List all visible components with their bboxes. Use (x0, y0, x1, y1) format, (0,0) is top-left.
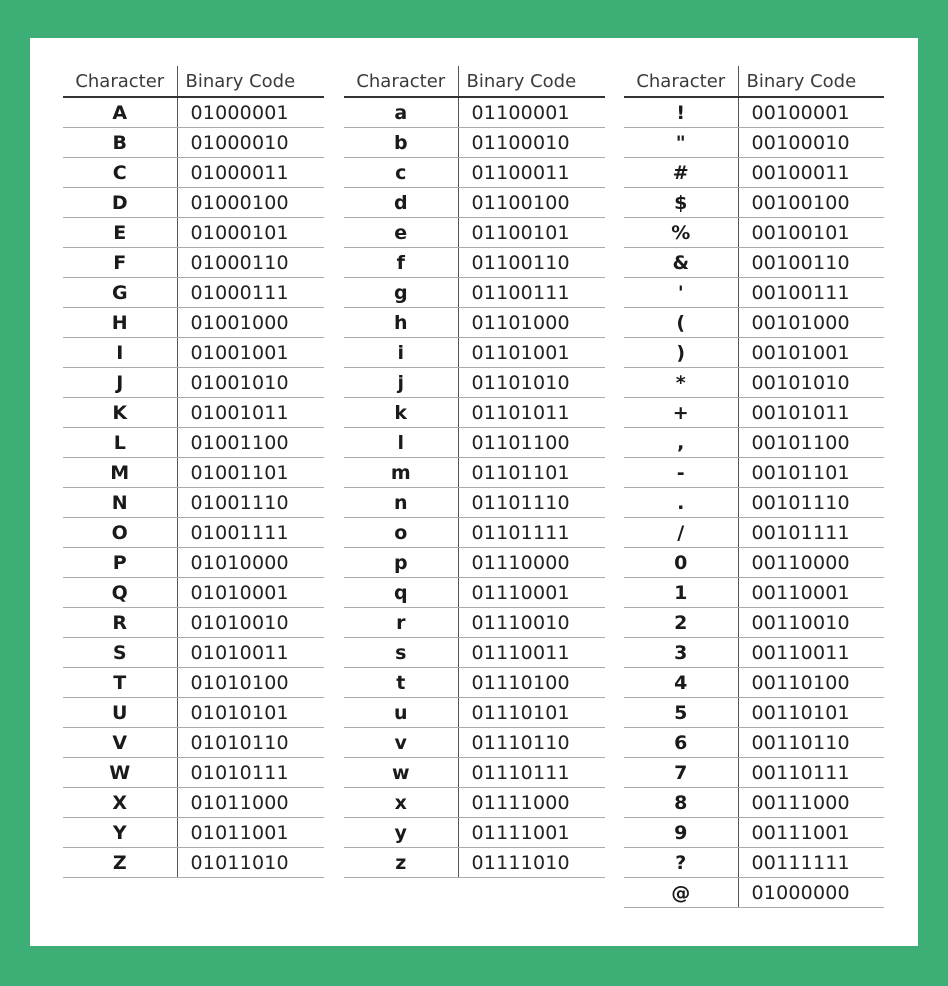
binary-code-cell: 01001010 (177, 368, 324, 398)
character-cell: ( (624, 308, 738, 338)
binary-code-cell: 01101100 (458, 428, 605, 458)
character-cell: & (624, 248, 738, 278)
binary-code-cell: 00101001 (738, 338, 884, 368)
table-row (63, 788, 324, 818)
binary-code-cell: 00110001 (738, 578, 884, 608)
character-cell: A (63, 97, 177, 128)
table-row (63, 758, 324, 788)
binary-code-cell: 00110100 (738, 668, 884, 698)
binary-code-cell: 00100100 (738, 188, 884, 218)
binary-code-cell: 01100101 (458, 218, 605, 248)
binary-code-cell: 01001001 (177, 338, 324, 368)
binary-code-cell: 01111010 (458, 848, 605, 878)
binary-code-cell: 01110001 (458, 578, 605, 608)
binary-code-cell: 01000100 (177, 188, 324, 218)
binary-code-chart (30, 38, 918, 946)
table-row (63, 818, 324, 848)
table-row (624, 308, 884, 338)
table-row (624, 158, 884, 188)
character-cell: P (63, 548, 177, 578)
character-cell: t (344, 668, 458, 698)
table-row (624, 338, 884, 368)
binary-code-cell: 01101111 (458, 518, 605, 548)
character-cell: F (63, 248, 177, 278)
table-row (624, 878, 884, 908)
table-row (624, 488, 884, 518)
binary-code-cell: 00100101 (738, 218, 884, 248)
character-cell: 3 (624, 638, 738, 668)
table-row (63, 578, 324, 608)
binary-code-cell: 01100100 (458, 188, 605, 218)
table-row (624, 188, 884, 218)
table-row (624, 398, 884, 428)
table-row (344, 698, 605, 728)
character-cell: 5 (624, 698, 738, 728)
binary-code-cell: 01111001 (458, 818, 605, 848)
binary-code-cell: 01000001 (177, 97, 324, 128)
binary-code-cell: 01010001 (177, 578, 324, 608)
table-row (344, 578, 605, 608)
character-cell: w (344, 758, 458, 788)
table-row (63, 638, 324, 668)
table-row (624, 758, 884, 788)
character-cell: v (344, 728, 458, 758)
character-cell: D (63, 188, 177, 218)
table-row (624, 848, 884, 878)
character-cell: # (624, 158, 738, 188)
character-cell: N (63, 488, 177, 518)
character-cell: l (344, 428, 458, 458)
character-cell: K (63, 398, 177, 428)
binary-code-cell: 01110111 (458, 758, 605, 788)
binary-code-cell: 00101101 (738, 458, 884, 488)
table-row (624, 428, 884, 458)
character-cell: X (63, 788, 177, 818)
symbols-digits-table (624, 66, 884, 908)
table-row (63, 458, 324, 488)
character-cell: U (63, 698, 177, 728)
binary-code-cell: 00110111 (738, 758, 884, 788)
table-row (63, 668, 324, 698)
binary-code-cell: 01100111 (458, 278, 605, 308)
character-cell: M (63, 458, 177, 488)
binary-code-cell: 01011001 (177, 818, 324, 848)
character-cell: p (344, 548, 458, 578)
character-cell: f (344, 248, 458, 278)
character-cell: , (624, 428, 738, 458)
table-row (344, 848, 605, 878)
binary-code-cell: 01110110 (458, 728, 605, 758)
binary-code-cell: 01010011 (177, 638, 324, 668)
table-row (624, 278, 884, 308)
table-row (63, 398, 324, 428)
binary-code-cell: 01100110 (458, 248, 605, 278)
table-row (344, 308, 605, 338)
binary-code-cell: 00100011 (738, 158, 884, 188)
table-row (624, 458, 884, 488)
binary-code-header: Binary Code (738, 66, 884, 97)
table-row (344, 278, 605, 308)
character-cell: / (624, 518, 738, 548)
character-cell: u (344, 698, 458, 728)
character-cell: 1 (624, 578, 738, 608)
character-cell: O (63, 518, 177, 548)
table-row (344, 158, 605, 188)
character-cell: C (63, 158, 177, 188)
table-row (63, 488, 324, 518)
table-row (344, 338, 605, 368)
character-cell: 9 (624, 818, 738, 848)
binary-code-cell: 01000110 (177, 248, 324, 278)
binary-code-cell: 01010111 (177, 758, 324, 788)
binary-code-cell: 00101010 (738, 368, 884, 398)
header-row (63, 66, 324, 97)
character-cell: k (344, 398, 458, 428)
table-row (63, 248, 324, 278)
binary-code-cell: 01101000 (458, 308, 605, 338)
binary-code-cell: 00101000 (738, 308, 884, 338)
table-row (624, 788, 884, 818)
character-cell: i (344, 338, 458, 368)
binary-code-cell: 00101110 (738, 488, 884, 518)
binary-code-cell: 00101100 (738, 428, 884, 458)
binary-code-cell: 00111111 (738, 848, 884, 878)
binary-code-cell: 00100001 (738, 97, 884, 128)
character-cell: T (63, 668, 177, 698)
character-header: Character (63, 66, 177, 97)
binary-code-cell: 00110110 (738, 728, 884, 758)
table-row (63, 158, 324, 188)
table-row (344, 668, 605, 698)
table-row (63, 698, 324, 728)
binary-code-cell: 01111000 (458, 788, 605, 818)
binary-code-cell: 01000000 (738, 878, 884, 908)
character-cell: j (344, 368, 458, 398)
table-row (624, 128, 884, 158)
binary-code-cell: 01100001 (458, 97, 605, 128)
character-cell: $ (624, 188, 738, 218)
header-row (344, 66, 605, 97)
binary-code-cell: 01101001 (458, 338, 605, 368)
binary-code-cell: 00100111 (738, 278, 884, 308)
binary-code-header: Binary Code (458, 66, 605, 97)
table-row (344, 218, 605, 248)
table-row (63, 608, 324, 638)
binary-code-cell: 01101110 (458, 488, 605, 518)
binary-code-cell: 01110010 (458, 608, 605, 638)
character-cell: h (344, 308, 458, 338)
uppercase-table (63, 66, 324, 878)
character-cell: Q (63, 578, 177, 608)
character-cell: L (63, 428, 177, 458)
binary-code-cell: 00111000 (738, 788, 884, 818)
character-cell: @ (624, 878, 738, 908)
binary-code-cell: 00110010 (738, 608, 884, 638)
character-cell: Z (63, 848, 177, 878)
character-cell: B (63, 128, 177, 158)
character-cell: I (63, 338, 177, 368)
character-cell: z (344, 848, 458, 878)
table-row (344, 818, 605, 848)
table-row (63, 278, 324, 308)
character-cell: * (624, 368, 738, 398)
character-cell: ' (624, 278, 738, 308)
binary-code-cell: 01001100 (177, 428, 324, 458)
binary-code-cell: 01011010 (177, 848, 324, 878)
table-row (624, 548, 884, 578)
binary-code-header: Binary Code (177, 66, 324, 97)
binary-code-cell: 01110101 (458, 698, 605, 728)
binary-code-cell: 01110100 (458, 668, 605, 698)
character-cell: - (624, 458, 738, 488)
binary-code-cell: 01000011 (177, 158, 324, 188)
character-cell: a (344, 97, 458, 128)
character-cell: W (63, 758, 177, 788)
table-row (344, 188, 605, 218)
binary-code-cell: 01000101 (177, 218, 324, 248)
table-row (63, 338, 324, 368)
table-row (344, 638, 605, 668)
table-row (63, 308, 324, 338)
character-cell: ! (624, 97, 738, 128)
table-row (63, 548, 324, 578)
table-row (63, 218, 324, 248)
table-row (624, 638, 884, 668)
character-cell: 4 (624, 668, 738, 698)
character-cell: E (63, 218, 177, 248)
binary-code-cell: 01001000 (177, 308, 324, 338)
table-row (344, 97, 605, 128)
binary-code-cell: 01110000 (458, 548, 605, 578)
table-row (624, 818, 884, 848)
character-cell: % (624, 218, 738, 248)
table-row (624, 218, 884, 248)
character-cell: + (624, 398, 738, 428)
table-row (344, 428, 605, 458)
binary-code-cell: 01010010 (177, 608, 324, 638)
table-row (624, 248, 884, 278)
character-cell: q (344, 578, 458, 608)
character-cell: J (63, 368, 177, 398)
table-row (624, 728, 884, 758)
binary-code-cell: 01101010 (458, 368, 605, 398)
character-cell: ) (624, 338, 738, 368)
character-cell: R (63, 608, 177, 638)
table-row (344, 458, 605, 488)
character-cell: . (624, 488, 738, 518)
character-cell: n (344, 488, 458, 518)
table-row (624, 668, 884, 698)
binary-code-cell: 01001101 (177, 458, 324, 488)
table-row (624, 608, 884, 638)
lowercase-table (344, 66, 605, 878)
binary-code-cell: 00100110 (738, 248, 884, 278)
character-cell: 8 (624, 788, 738, 818)
table-row (63, 428, 324, 458)
table-row (624, 518, 884, 548)
binary-code-cell: 01100010 (458, 128, 605, 158)
table-row (624, 368, 884, 398)
character-cell: 7 (624, 758, 738, 788)
character-cell: ? (624, 848, 738, 878)
binary-code-cell: 00101011 (738, 398, 884, 428)
table-row (63, 97, 324, 128)
binary-code-cell: 01100011 (458, 158, 605, 188)
character-cell: r (344, 608, 458, 638)
character-header: Character (624, 66, 738, 97)
binary-code-cell: 01010000 (177, 548, 324, 578)
binary-code-cell: 01010100 (177, 668, 324, 698)
character-cell: o (344, 518, 458, 548)
table-row (344, 788, 605, 818)
binary-code-cell: 01000010 (177, 128, 324, 158)
character-cell: s (344, 638, 458, 668)
character-cell: V (63, 728, 177, 758)
binary-code-cell: 01101011 (458, 398, 605, 428)
binary-code-cell: 01001111 (177, 518, 324, 548)
table-row (344, 248, 605, 278)
header-row (624, 66, 884, 97)
table-row (624, 698, 884, 728)
character-cell: c (344, 158, 458, 188)
table-row (344, 548, 605, 578)
table-row (344, 488, 605, 518)
binary-code-cell: 00110011 (738, 638, 884, 668)
table-row (63, 728, 324, 758)
binary-code-cell: 01011000 (177, 788, 324, 818)
character-cell: e (344, 218, 458, 248)
table-row (624, 578, 884, 608)
character-cell: m (344, 458, 458, 488)
character-cell: y (344, 818, 458, 848)
binary-code-cell: 01110011 (458, 638, 605, 668)
table-row (344, 128, 605, 158)
character-cell: 2 (624, 608, 738, 638)
table-row (344, 728, 605, 758)
table-row (63, 128, 324, 158)
character-cell: d (344, 188, 458, 218)
character-cell: " (624, 128, 738, 158)
table-row (344, 758, 605, 788)
table-row (63, 518, 324, 548)
character-cell: Y (63, 818, 177, 848)
table-row (624, 97, 884, 128)
character-cell: G (63, 278, 177, 308)
character-cell: H (63, 308, 177, 338)
table-row (344, 368, 605, 398)
binary-code-cell: 00101111 (738, 518, 884, 548)
binary-code-cell: 01001011 (177, 398, 324, 428)
table-row (344, 398, 605, 428)
character-cell: S (63, 638, 177, 668)
binary-code-cell: 01101101 (458, 458, 605, 488)
binary-code-cell: 00111001 (738, 818, 884, 848)
table-row (63, 368, 324, 398)
table-row (344, 608, 605, 638)
binary-code-cell: 00110101 (738, 698, 884, 728)
binary-code-cell: 00100010 (738, 128, 884, 158)
character-cell: 0 (624, 548, 738, 578)
binary-code-cell: 01001110 (177, 488, 324, 518)
binary-code-cell: 01000111 (177, 278, 324, 308)
binary-code-cell: 00110000 (738, 548, 884, 578)
binary-code-cell: 01010110 (177, 728, 324, 758)
character-cell: b (344, 128, 458, 158)
character-cell: g (344, 278, 458, 308)
character-cell: x (344, 788, 458, 818)
character-header: Character (344, 66, 458, 97)
binary-code-cell: 01010101 (177, 698, 324, 728)
table-row (63, 188, 324, 218)
table-row (63, 848, 324, 878)
table-row (344, 518, 605, 548)
character-cell: 6 (624, 728, 738, 758)
